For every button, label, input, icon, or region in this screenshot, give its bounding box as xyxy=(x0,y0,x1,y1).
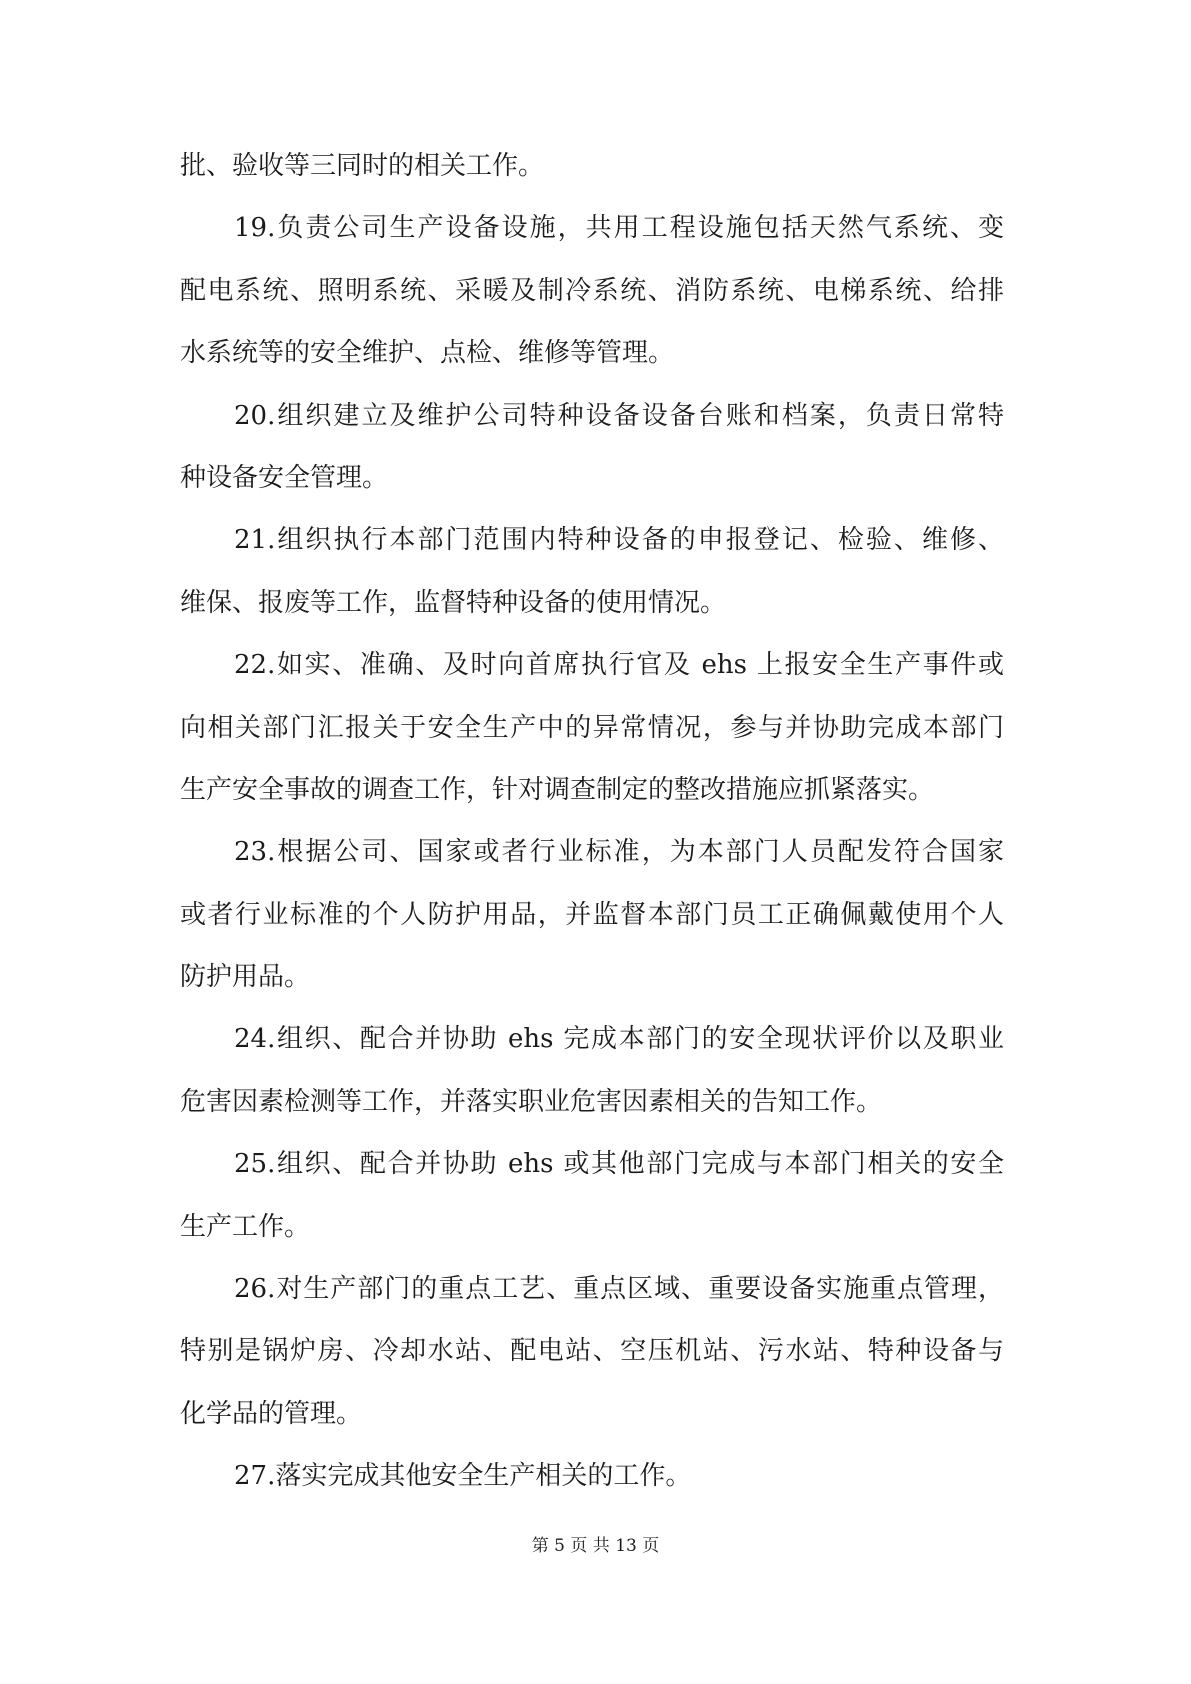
text-line: 或者行业标准的个人防护用品，并监督本部门员工正确佩戴使用个人 xyxy=(180,899,1004,930)
paragraph-item-19 xyxy=(180,197,1004,384)
text-line: 向相关部门汇报关于安全生产中的异常情况，参与并协助完成本部门 xyxy=(180,712,1004,743)
text-line: 26.对生产部门的重点工艺、重点区域、重要设备实施重点管理， xyxy=(234,1274,1004,1305)
paragraph-item-23 xyxy=(180,821,1004,1008)
text-line: 22.如实、准确、及时向首席执行官及 ehs 上报安全生产事件或 xyxy=(234,650,1004,681)
text-line: 防护用品。 xyxy=(180,962,311,993)
text-line: 20.组织建立及维护公司特种设备设备台账和档案，负责日常特 xyxy=(234,400,1004,431)
paragraph-item-21 xyxy=(180,509,1004,634)
text-line: 25.组织、配合并协助 ehs 或其他部门完成与本部门相关的安全 xyxy=(234,1149,1004,1180)
paragraph-item-26 xyxy=(180,1258,1004,1445)
text-line: 生产工作。 xyxy=(180,1211,311,1242)
text-line: 23.根据公司、国家或者行业标准，为本部门人员配发符合国家 xyxy=(234,837,1004,868)
text-line: 危害因素检测等工作，并落实职业危害因素相关的告知工作。 xyxy=(180,1086,883,1117)
text-line: 维保、报废等工作，监督特种设备的使用情况。 xyxy=(180,587,727,618)
text-line: 24.组织、配合并协助 ehs 完成本部门的安全现状评价以及职业 xyxy=(234,1024,1004,1055)
paragraph-item-24 xyxy=(180,1008,1004,1133)
text-line: 27.落实完成其他安全生产相关的工作。 xyxy=(234,1461,692,1492)
text-line: 配电系统、照明系统、采暖及制冷系统、消防系统、电梯系统、给排 xyxy=(180,275,1004,306)
text-line: 种设备安全管理。 xyxy=(180,462,389,493)
text-line: 特别是锅炉房、冷却水站、配电站、空压机站、污水站、特种设备与 xyxy=(180,1336,1004,1367)
text-line: 19.负责公司生产设备设施，共用工程设施包括天然气系统、变 xyxy=(234,213,1004,244)
page-number-label: 第 5 页 共 13 页 xyxy=(531,1536,660,1556)
paragraph-item-22 xyxy=(180,634,1004,821)
page-footer xyxy=(0,1534,1191,1558)
paragraph-continuation xyxy=(180,135,1004,197)
text-line: 生产安全事故的调查工作，针对调查制定的整改措施应抓紧落实。 xyxy=(180,774,935,805)
paragraph-item-20 xyxy=(180,385,1004,510)
text-line: 化学品的管理。 xyxy=(180,1398,363,1429)
paragraph-item-27 xyxy=(180,1445,1004,1507)
paragraph-item-25 xyxy=(180,1133,1004,1258)
text-line: 水系统等的安全维护、点检、维修等管理。 xyxy=(180,338,675,369)
document-body xyxy=(180,135,1004,1508)
text-line: 21.组织执行本部门范围内特种设备的申报登记、检验、维修、 xyxy=(234,525,1004,556)
text-line: 批、验收等三同时的相关工作。 xyxy=(180,151,545,181)
